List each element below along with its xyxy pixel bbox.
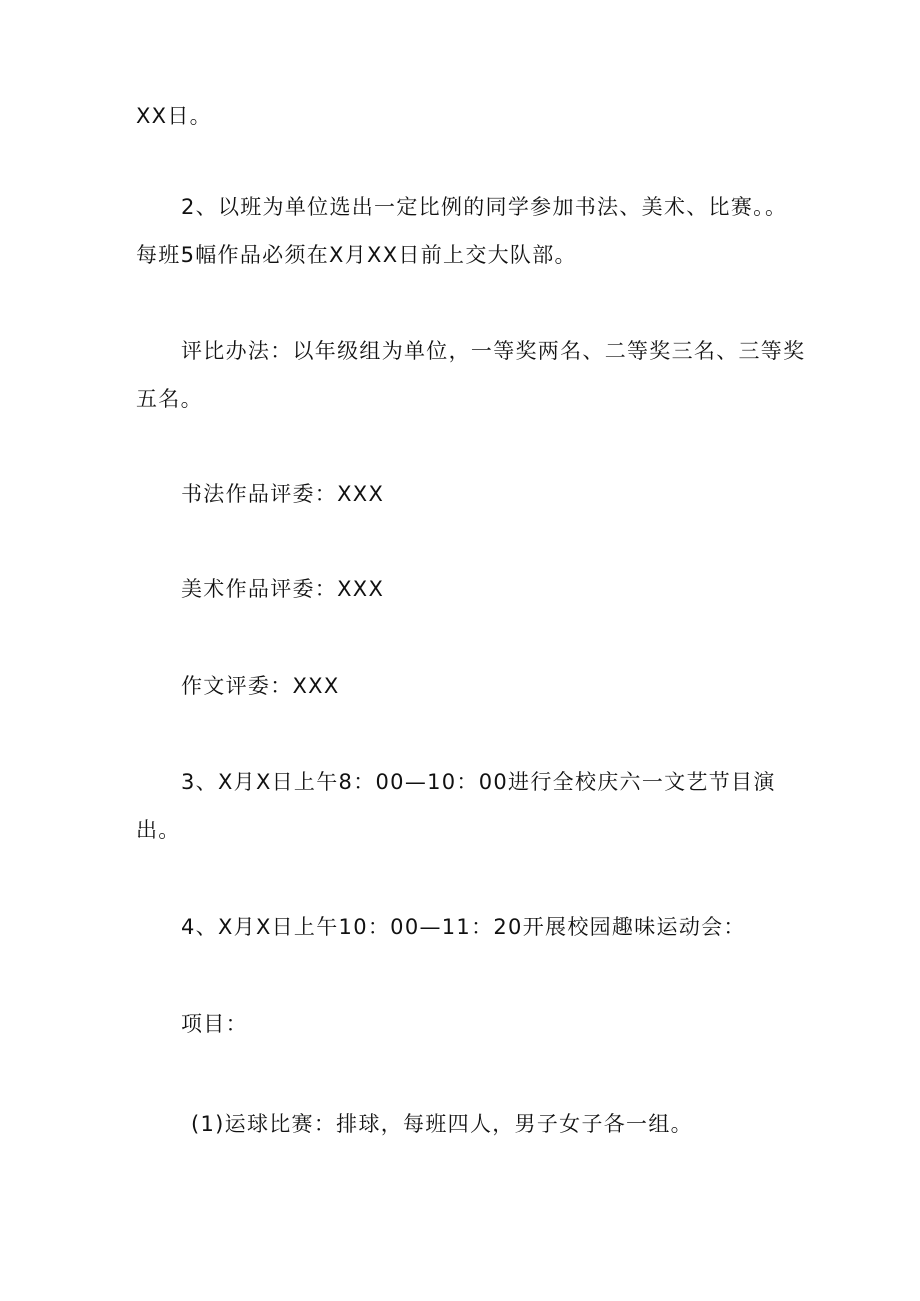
text-line: 每班5幅作品必须在X月XX日前上交大队部。 xyxy=(136,243,577,267)
paragraph-item-3 xyxy=(136,758,796,854)
text-line: 五名。 xyxy=(136,387,203,411)
text-line: XX日。 xyxy=(136,104,212,128)
paragraph-dribble-race xyxy=(136,1100,796,1148)
text-line: 3、X月X日上午8：00—10：00进行全校庆六一文艺节目演 xyxy=(181,770,776,794)
text-line: 出。 xyxy=(136,818,181,842)
paragraph-item-4 xyxy=(136,903,796,951)
paragraph-art-judge xyxy=(136,565,796,613)
text-line: 4、X月X日上午10：00—11：20开展校园趣味运动会： xyxy=(181,915,746,939)
text-line: (1)运球比赛：排球，每班四人，男子女子各一组。 xyxy=(191,1112,693,1136)
text-line: 2、以班为单位选出一定比例的同学参加书法、美术、比赛。。 xyxy=(181,195,788,219)
paragraph-item-2 xyxy=(136,183,796,279)
text-line: 作文评委：XXX xyxy=(181,674,340,698)
paragraph-date-continuation xyxy=(136,92,796,140)
paragraph-calligraphy-judge xyxy=(136,470,796,518)
text-line: 评比办法：以年级组为单位，一等奖两名、二等奖三名、三等奖 xyxy=(181,339,806,363)
text-line: 美术作品评委：XXX xyxy=(181,577,385,601)
paragraph-evaluation-method xyxy=(136,327,806,423)
paragraph-essay-judge xyxy=(136,662,796,710)
paragraph-items-heading xyxy=(136,1000,796,1048)
text-line: 书法作品评委：XXX xyxy=(181,482,385,506)
text-line: 项目： xyxy=(181,1012,248,1036)
